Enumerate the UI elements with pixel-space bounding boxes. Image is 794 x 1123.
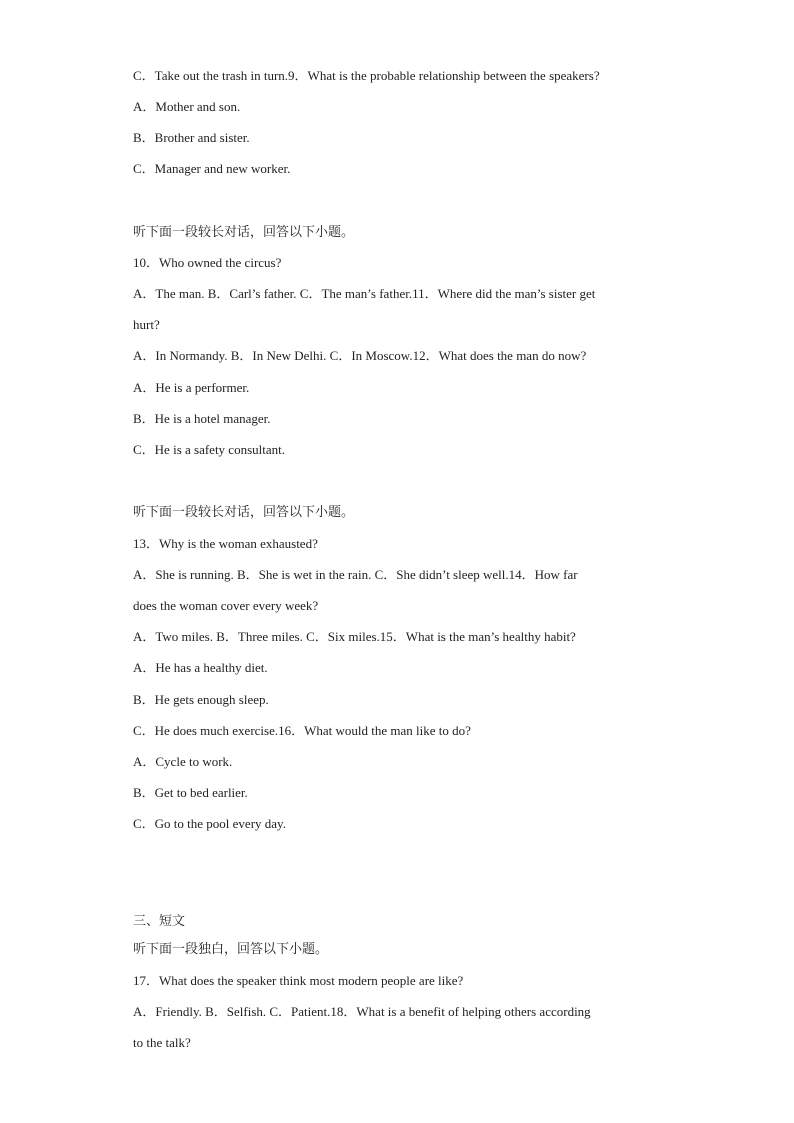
q14-options-q15-question: A．Two miles. B．Three miles. C．Six miles.15．What is the man’s healthy habit? xyxy=(133,629,576,644)
q12-option-a: A．He is a performer. xyxy=(133,380,250,395)
q13-options-q14-question: A．She is running. B．She is wet in the rain. C．She didn’t sleep well.14．How far xyxy=(133,567,578,582)
section-heading: 三、短文 xyxy=(133,914,186,929)
q11-options-q12-question: A．In Normandy. B．In New Delhi. C．In Moscow.12．What does the man do now? xyxy=(133,348,587,363)
q17-options-q18-question: A．Friendly. B．Selfish. C．Patient.18．What is a benefit of helping others according xyxy=(133,1004,591,1019)
q10-options-q11-question: A．The man. B．Carl’s father. C．The man’s father.11．Where did the man’s sister get xyxy=(133,286,596,301)
q16-option-c: C．Go to the pool every day. xyxy=(133,816,286,831)
q12-option-b: B．He is a hotel manager. xyxy=(133,411,271,426)
q15-option-a: A．He has a healthy diet. xyxy=(133,660,268,675)
q17-question: 17．What does the speaker think most modern people are like? xyxy=(133,973,464,988)
q9-option-c: C．Manager and new worker. xyxy=(133,161,291,176)
q15-option-c-q16-question: C．He does much exercise.16．What would the man like to do? xyxy=(133,723,471,738)
q15-option-b: B．He gets enough sleep. xyxy=(133,692,269,707)
q10-question: 10．Who owned the circus? xyxy=(133,255,282,270)
q16-option-a: A．Cycle to work. xyxy=(133,754,233,769)
q9-option-b: B．Brother and sister. xyxy=(133,130,250,145)
q11-question-continued: hurt? xyxy=(133,317,160,332)
q14-question-continued: does the woman cover every week? xyxy=(133,598,319,613)
q13-question: 13．Why is the woman exhausted? xyxy=(133,536,318,551)
q12-option-c: C．He is a safety consultant. xyxy=(133,442,285,457)
q18-question-continued: to the talk? xyxy=(133,1035,191,1050)
section-instruction: 听下面一段较长对话，回答以下小题。 xyxy=(133,225,355,240)
q8-option-c-q9-question: C．Take out the trash in turn.9．What is the probable relationship between the speakers? xyxy=(133,68,600,83)
section-instruction: 听下面一段独白，回答以下小题。 xyxy=(133,942,329,957)
q9-option-a: A．Mother and son. xyxy=(133,99,241,114)
section-instruction: 听下面一段较长对话，回答以下小题。 xyxy=(133,505,355,520)
q16-option-b: B．Get to bed earlier. xyxy=(133,785,248,800)
